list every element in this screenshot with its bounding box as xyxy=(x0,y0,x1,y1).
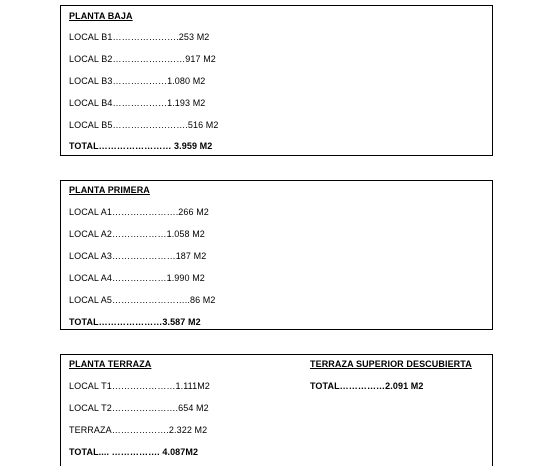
planta-primera-box xyxy=(60,180,493,330)
planta-baja-item: LOCAL B3………………1.080 M2 xyxy=(69,76,206,86)
planta-primera-total: TOTAL…………………3.587 M2 xyxy=(69,317,201,327)
planta-terraza-box xyxy=(60,354,493,466)
terraza-superior-title: TERRAZA SUPERIOR DESCUBIERTA xyxy=(310,359,472,369)
planta-primera-title: PLANTA PRIMERA xyxy=(69,185,150,195)
planta-baja-item: LOCAL B1………………….253 M2 xyxy=(69,32,210,42)
planta-primera-item: LOCAL A1………………….266 M2 xyxy=(69,207,209,217)
planta-baja-item: LOCAL B2……………………917 M2 xyxy=(69,54,216,64)
planta-primera-item: LOCAL A4………………1.990 M2 xyxy=(69,273,205,283)
planta-primera-item: LOCAL A5……………………..86 M2 xyxy=(69,295,216,305)
planta-terraza-item: LOCAL T2………………….654 M2 xyxy=(69,403,209,413)
terraza-superior-total: TOTAL……………2.091 M2 xyxy=(310,381,424,391)
planta-baja-item: LOCAL B5…………………….516 M2 xyxy=(69,120,219,130)
planta-terraza-total: TOTAL.... ……………. 4.087M2 xyxy=(69,447,199,457)
planta-baja-title: PLANTA BAJA xyxy=(69,11,133,21)
planta-baja-total: TOTAL…………………… 3.959 M2 xyxy=(69,141,213,151)
planta-terraza-title: PLANTA TERRAZA xyxy=(69,359,152,369)
planta-primera-item: LOCAL A3…………………187 M2 xyxy=(69,251,207,261)
planta-terraza-item: LOCAL T1…………………1.111M2 xyxy=(69,381,210,391)
planta-primera-item: LOCAL A2………………1.058 M2 xyxy=(69,229,205,239)
planta-terraza-item: TERRAZA……………….2.322 M2 xyxy=(69,425,208,435)
planta-baja-box xyxy=(60,5,493,156)
planta-baja-item: LOCAL B4………………1.193 M2 xyxy=(69,98,206,108)
